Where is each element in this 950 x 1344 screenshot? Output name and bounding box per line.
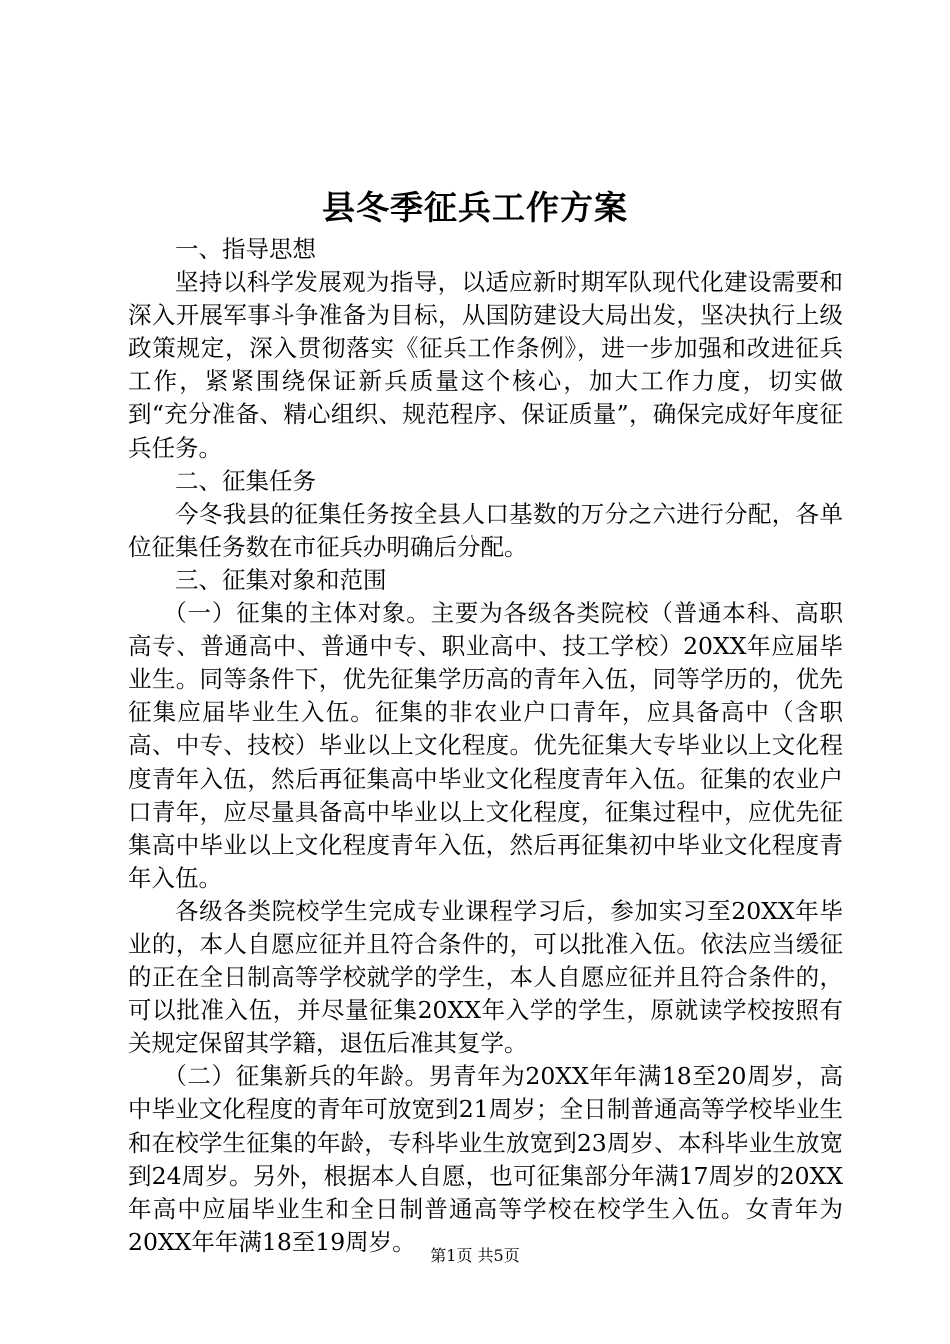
paragraph-guiding-ideology: 坚持以科学发展观为指导，以适应新时期军队现代化建设需要和深入开展军事斗争准备为目标，从国防建设大局出发，坚决执行上级政策规定，深入贯彻落实《征兵工作条例》，进一步加强和改进征兵工作，紧紧围绕保证新兵质量这个核心，加大工作力度，切实做到“充分准备、精心组织、规范程序、保证质量”，确保完成好年度征兵任务。 xyxy=(128,268,843,462)
paragraph-recruit-age: （二）征集新兵的年龄。男青年为20XX年年满18至20周岁，高中毕业文化程度的青年可放宽到21周岁；全日制普通高等学校毕业生和在校学生征集的年龄，专科毕业生放宽到23周岁、本科毕业生放宽到24周岁。另外，根据本人自愿，也可征集部分年满17周岁的20XX年高中应届毕业生和全日制普通高等学校在校学生入伍。女青年为20XX年年满18至19周岁。 xyxy=(128,1062,843,1256)
paragraph-recruitment-task: 今冬我县的征集任务按全县人口基数的万分之六进行分配，各单位征集任务数在市征兵办明确后分配。 xyxy=(128,499,843,561)
paragraph-main-targets: （一）征集的主体对象。主要为各级各类院校（普通本科、高职高专、普通高中、普通中专、职业高中、技工学校）20XX年应届毕业生。同等条件下，优先征集学历高的青年入伍，同等学历的，优先征集应届毕业生入伍。征集的非农业户口青年，应具备高中（含职高、中专、技校）毕业以上文化程度。优先征集大专毕业以上文化程度青年入伍，然后再征集高中毕业文化程度青年入伍。征集的农业户口青年，应尽量具备高中毕业以上文化程度，征集过程中，应优先征集高中毕业以上文化程度青年入伍，然后再征集初中毕业文化程度青年入伍。 xyxy=(128,599,843,892)
document-body xyxy=(128,233,843,1259)
section-heading-guiding-ideology: 一、指导思想 xyxy=(175,235,316,263)
section-heading-recruitment-targets: 三、征集对象和范围 xyxy=(175,565,387,594)
section-heading-recruitment-task: 二、征集任务 xyxy=(175,466,316,495)
page-number-footer: 第1页 共5页 xyxy=(430,1246,520,1265)
paragraph-college-students: 各级各类院校学生完成专业课程学习后，参加实习至20XX年毕业的，本人自愿应征并且符合条件的，可以批准入伍。依法应当缓征的正在全日制高等学校就学的学生，本人自愿应征并且符合条件的，可以批准入伍，并尽量征集20XX年入学的学生，原就读学校按照有关规定保留其学籍，退伍后准其复学。 xyxy=(128,896,843,1058)
document-title: 县冬季征兵工作方案 xyxy=(322,188,628,227)
